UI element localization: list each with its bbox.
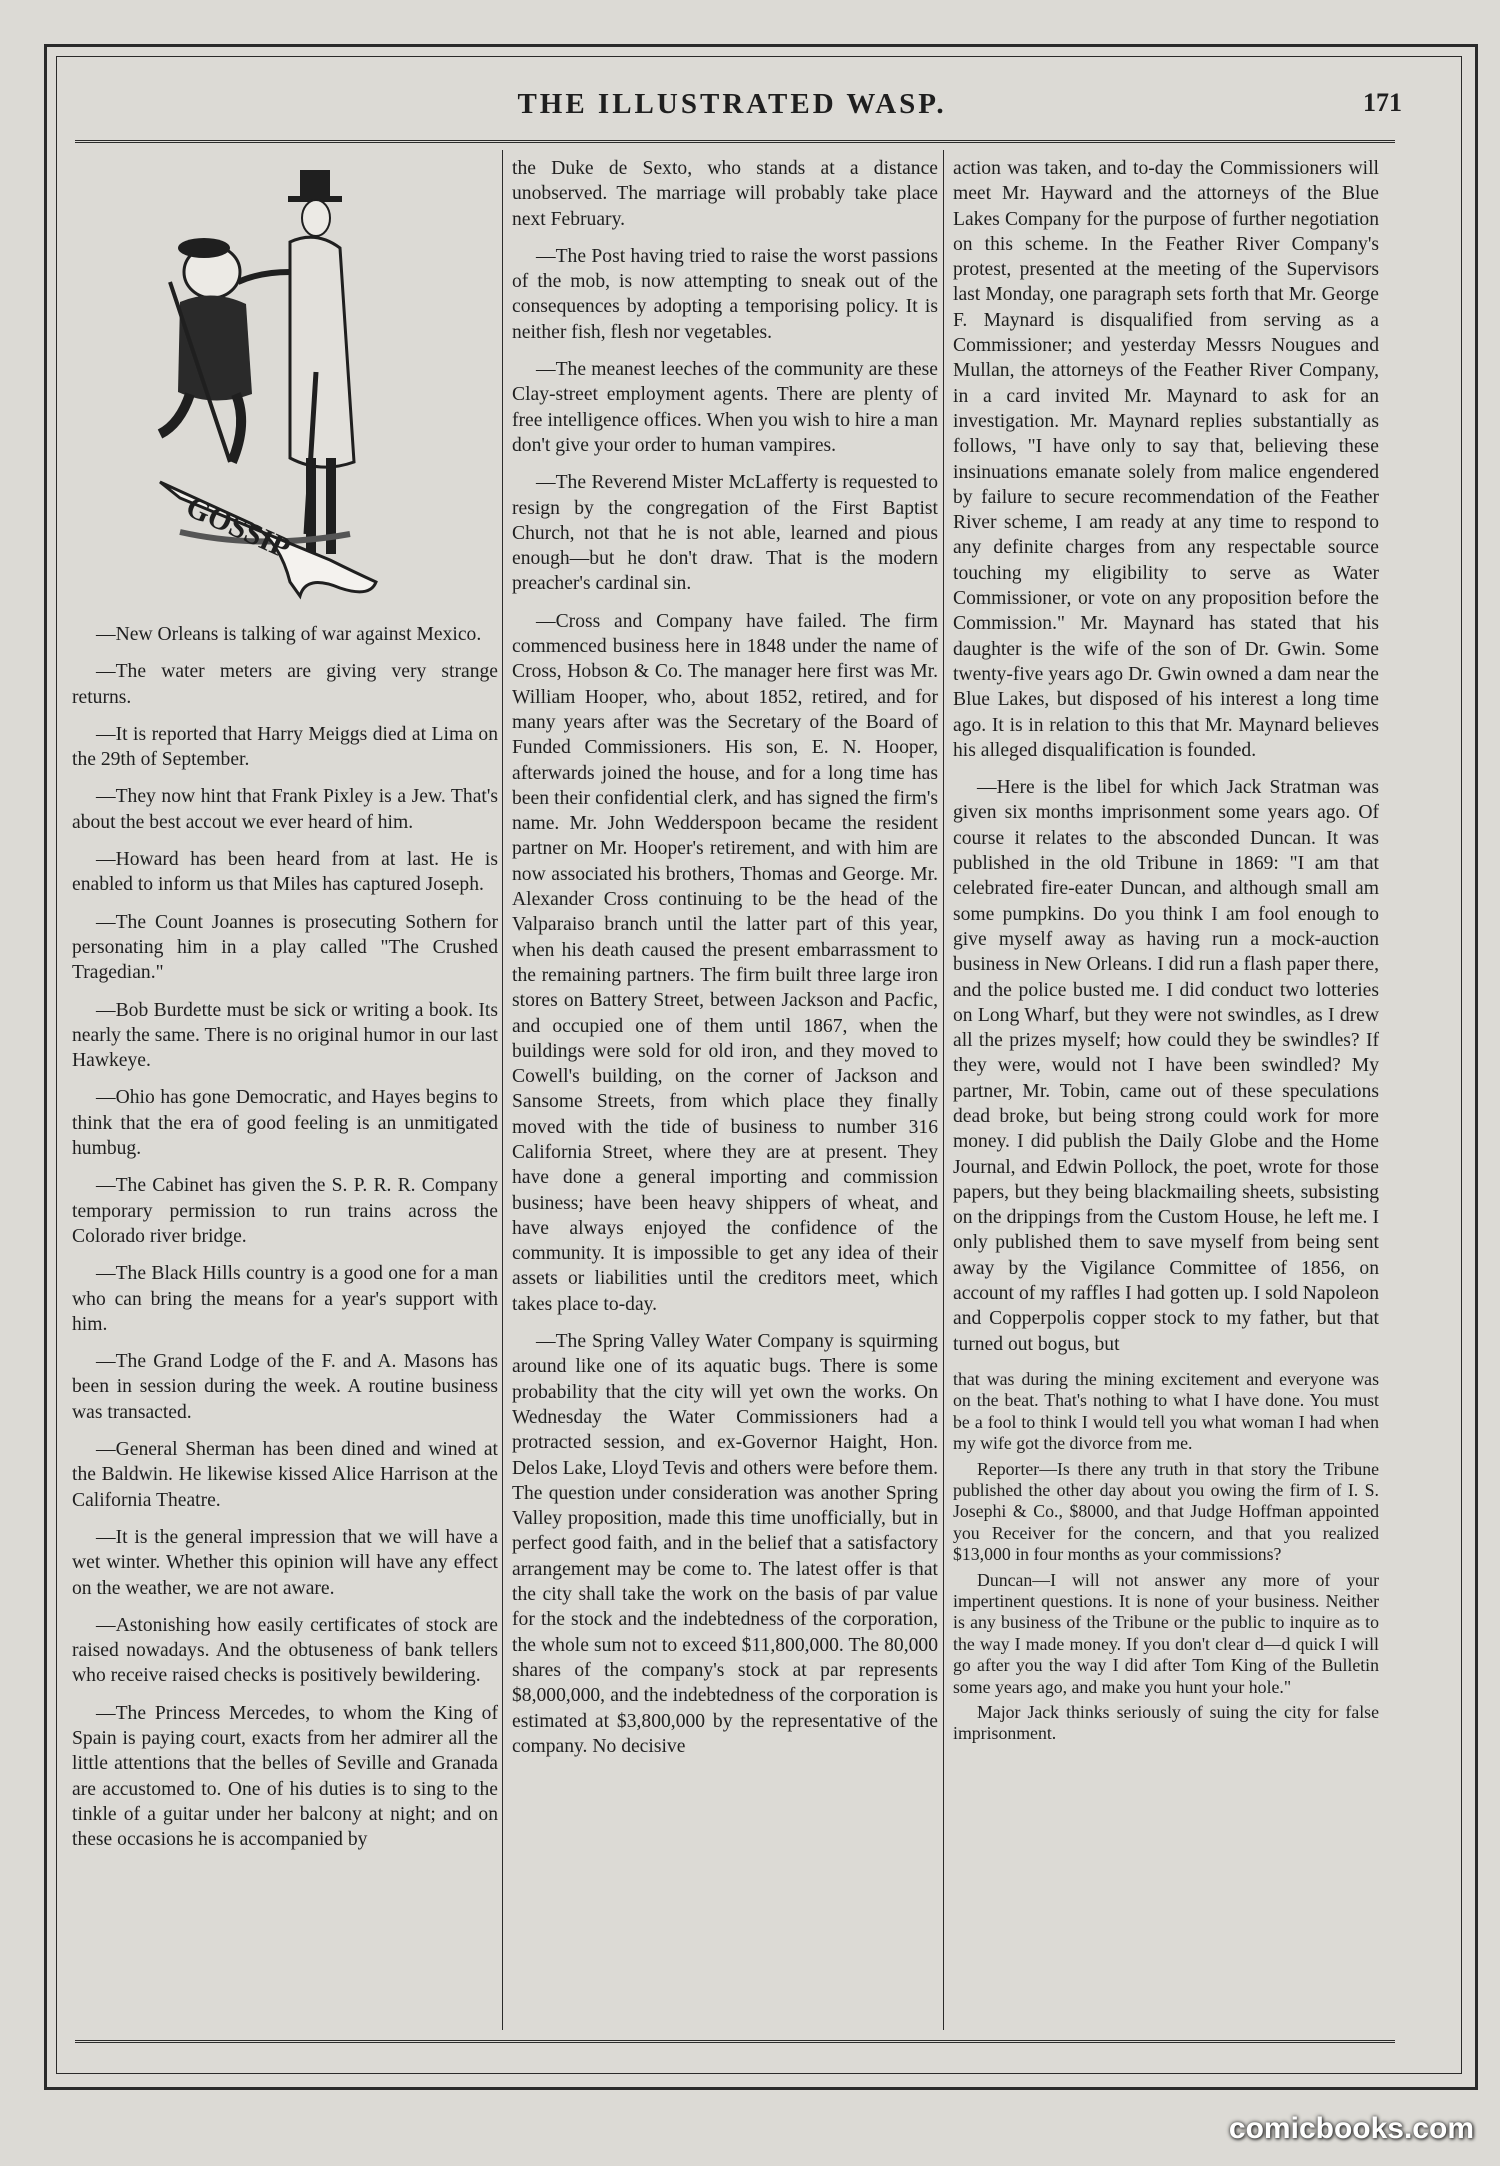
masthead: THE ILLUSTRATED WASP.	[517, 88, 947, 120]
column-1	[72, 622, 498, 1864]
news-item: —It is reported that Harry Meiggs died at Lima on the 29th of September.	[72, 723, 498, 771]
news-item: —Here is the libel for which Jack Stratman was given six months imprisonment some years ago. Of course it relates to the absconded Duncan. It was published in the old Tribune in 1869: "I am that celebrated fire-eater Duncan, and although small am some pumpkins. Do you think I am fool enough to give myself away as having run a mock-auction business in New Orleans. I did run a flash paper there, and the police busted me. I did conduct two lotteries on Long Wharf, but they were not swindles, as I drew all the prizes myself; how could they be swindles? If they were, would not I have been swindled? My partner, Mr. Tobin, came out of these speculations dead broke, but being strong could work for more money. I did publish the Daily Globe and the Home Journal, and Edwin Pollock, the poet, wrote for those papers, but they being blackmailing sheets, subsisting on the drippings from the Custom House, he left me. I only published them to save myself from being sent away by the Vigilance Committee of 1856, on account of my raffles I had gotten up. I sold Napoleon and Copperpolis copper stock to my father, but that turned out bogus, but	[953, 777, 1379, 1355]
news-item: Major Jack thinks seriously of suing the city for false imprisonment.	[953, 1702, 1379, 1744]
news-item: —The meanest leeches of the community are these Clay-street employment agents. There are plenty of free intelligence offices. When you wish to hire a man don't give your order to human vampires.	[512, 359, 938, 456]
news-item: —Cross and Company have failed. The firm commenced business here in 1848 under the name of Cross, Hobson & Co. The manager here first was Mr. William Hooper, who, about 1852, retired, and for many years after was the Secretary of the Board of Funded Commissioners. His son, E. N. Hooper, afterwards joined the house, and for a long time has been their confidential clerk, and has signed the firm's name. Mr. John Wedderspoon became the resident partner on Mr. Hooper's retirement, and with him are now associated his brothers, Thomas and George. Mr. Alexander Cross continuing to be the head of the Valparaiso branch until the latter part of this year, when his death caused the present embarrassment to the remaining partners. The firm built three large iron stores on Battery Street, between Jackson and Pacfic, and occupied one of them until 1867, when the buildings were sold for old iron, and they moved to Cowell's building, on the corner of Jackson and Sansome Streets, from which place they finally moved with the tide of business to number 316 California Street, where they are at present. They have done a general importing and commission business; have been heavy shippers of wheat, and have always enjoyed the confidence of the community. It is impossible to get any idea of their assets or liabilities until the creditors meet, which takes place to-day.	[512, 610, 938, 1315]
news-item: —The Grand Lodge of the F. and A. Masons has been in session during the week. A routine business was transacted.	[72, 1351, 498, 1423]
news-item: that was during the mining excitement and everyone was on the beat. That's nothing to what I have done. You must be a fool to think I would tell you what woman I had when my wife got the divorce from me.	[953, 1368, 1379, 1454]
news-item: —The Reverend Mister McLafferty is requested to resign by the congregation of the First Baptist Church, not that he is not able, learned and pious enough—but he don't draw. That is the modern preacher's cardinal sin.	[512, 472, 938, 595]
news-item: —The Spring Valley Water Company is squirming around like one of its aquatic bugs. There is some probability that the city will yet own the works. On Wednesday the Water Commissioners had a protracted session, and ex-Governor Haight, Hon. Delos Lake, Lloyd Tevis and others were before them. The question under consideration was another Spring Valley proposition, made this time unofficially, but in perfect good faith, and in the belief that a satisfactory arrangement may be come to. The latest offer is that the city shall take the work on the basis of par value for the stock and the indebtedness of the corporation, the whole sum not to exceed $11,800,000. The 80,000 shares of the company's stock at par represents $8,000,000, and the indebtedness of the corporation is estimated at $3,800,000 by the representative of the company. No decisive	[512, 1331, 938, 1757]
news-item: —The Black Hills country is a good one for a man who can bring the means for a year's support with him.	[72, 1263, 498, 1335]
gossip-banner-text: GOSSIP	[181, 490, 296, 566]
news-item: —Howard has been heard from at last. He is enabled to inform us that Miles has captured Joseph.	[72, 849, 498, 896]
news-item: —The Cabinet has given the S. P. R. R. Company temporary permission to run trains across the Colorado river bridge.	[72, 1175, 498, 1247]
news-item: —The Princess Mercedes, to whom the King of Spain is paying court, exacts from her admirer all the little attentions that the belles of Seville and Granada are accustomed to. One of his duties is to sing to the tinkle of a guitar under her balcony at night; and on these occasions he is accompanied by	[72, 1702, 498, 1851]
news-item: Duncan—I will not answer any more of your impertinent questions. It is none of your business. Neither is any business of the Tribune or the public to inquire as to the way I made money. If you don't clear d—d quick I will go after you the way I did after Tom King of the Bulletin some years ago, and make you hunt your hole."	[953, 1569, 1379, 1697]
news-item: Reporter—Is there any truth in that story the Tribune published the other day about you owing the firm of I. S. Josephi & Co., $8000, and that Judge Hoffman appointed you Receiver for the concern, and that you realized $13,000 in four months as your commissions?	[953, 1458, 1379, 1565]
column-divider	[502, 150, 503, 2030]
news-item: —Bob Burdette must be sick or writing a book. Its nearly the same. There is no original humor in our last Hawkeye.	[72, 999, 498, 1072]
news-item: —It is the general impression that we will have a wet winter. Whether this opinion will have any effect on the weather, we are not aware.	[72, 1526, 498, 1599]
site-watermark: comicbooks.com	[1228, 2112, 1474, 2145]
column-2	[512, 156, 938, 1771]
news-item: —The water meters are giving very strange returns.	[72, 661, 498, 708]
news-item: —They now hint that Frank Pixley is a Jew. That's about the best accout we ever heard of him.	[72, 786, 498, 833]
news-item: the Duke de Sexto, who stands at a distance unobserved. The marriage will probably take place next February.	[512, 158, 938, 230]
column-divider	[943, 150, 944, 2030]
page-header	[72, 82, 1402, 132]
column-3	[953, 156, 1379, 1749]
news-item: —Astonishing how easily certificates of stock are raised nowadays. And the obtuseness of bank tellers who receive raised checks is positively bewildering.	[72, 1614, 498, 1687]
news-item: —New Orleans is talking of war against Mexico.	[96, 624, 482, 645]
gossip-cartoon-illustration	[140, 162, 390, 612]
page-number: 171	[1363, 88, 1402, 117]
news-item: —The Post having tried to raise the worst passions of the mob, is now attempting to sneak out of the consequences by adopting a temporising policy. It is neither fish, flesh nor vegetables.	[512, 245, 938, 343]
news-item: —The Count Joannes is prosecuting Sothern for personating him in a play called "The Crushed Tragedian."	[72, 911, 498, 984]
news-item: action was taken, and to-day the Commissioners will meet Mr. Hayward and the attorneys of the Blue Lakes Company for the purpose of further negotiation on this scheme. In the Feather River Company's protest, presented at the meeting of the Supervisors last Monday, one paragraph sets forth that Mr. George F. Maynard is disqualified from serving as a Commissioner; and yesterday Messrs Nougues and Mullan, the attorneys of the Feather River Company, in a card invited Mr. Maynard to ask for an investigation. Mr. Maynard replies substantially as follows, "I have only to say that, believing these insinuations emanate solely from malice engendered by failure to secure recommendation of the Feather River scheme, I am ready at any time to respond to any definite charges from any respectable source touching my eligibility to serve as Water Commissioner, or vote on any proposition before the Commission." Mr. Maynard has stated that his daughter is the wife of the son of Dr. Gwin. Some twenty-five years ago Dr. Gwin owned a dam near the Blue Lakes, but disposed of his interest a long time ago. It is in relation to this that Mr. Maynard believes his alleged disqualification is founded.	[953, 158, 1379, 761]
news-item: —General Sherman has been dined and wined at the Baldwin. He likewise kissed Alice Harrison at the California Theatre.	[72, 1439, 498, 1511]
header-rule	[75, 140, 1395, 143]
bottom-rule	[75, 2040, 1395, 2043]
news-item: —Ohio has gone Democratic, and Hayes begins to think that the era of good feeling is an unmitigated humbug.	[72, 1087, 498, 1160]
